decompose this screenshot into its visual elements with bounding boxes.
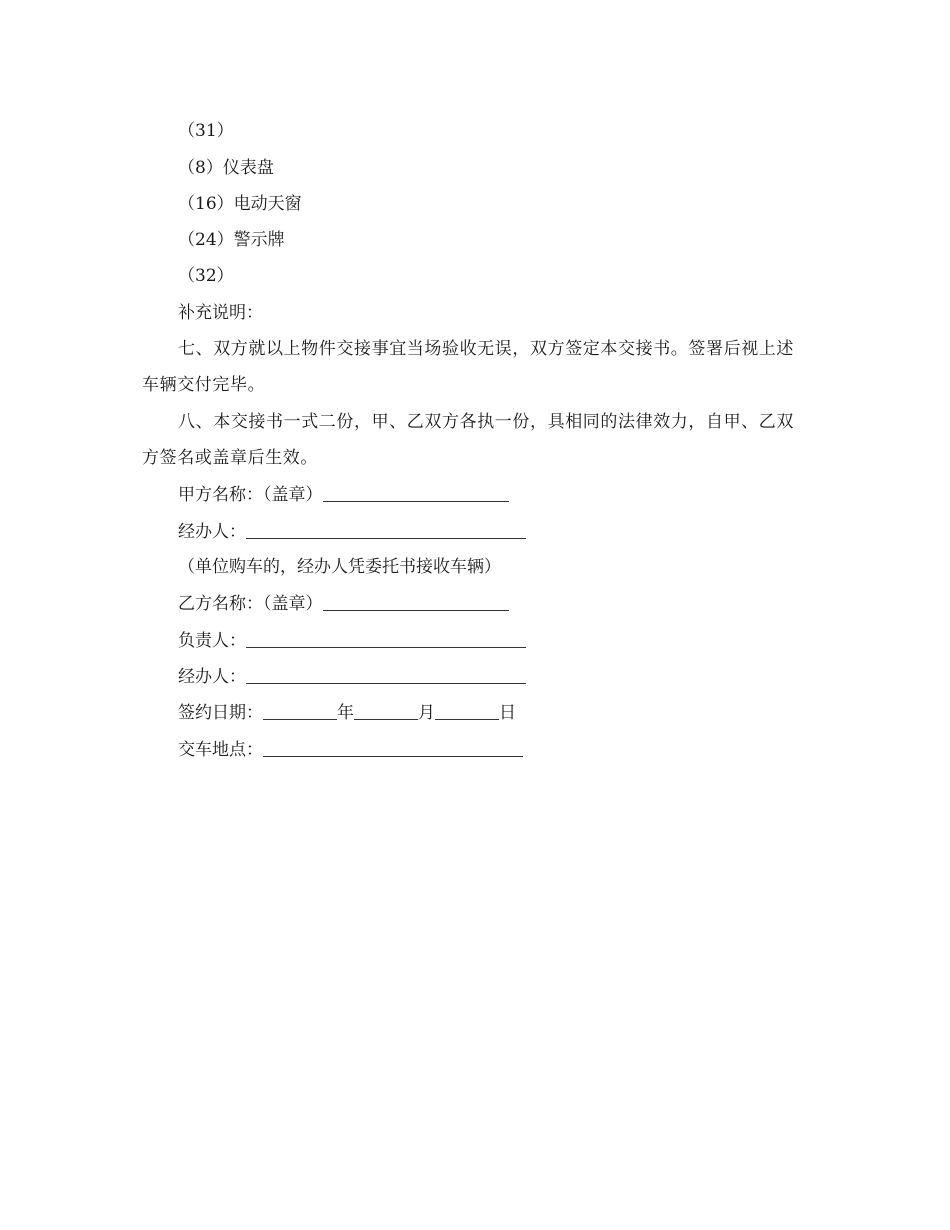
party-b-agent-row — [178, 665, 526, 688]
party-b-name-blank[interactable] — [323, 594, 509, 611]
party-a-agent-row — [178, 520, 526, 543]
signing-year-blank[interactable] — [263, 703, 337, 720]
party-a-note: （单位购车的，经办人凭委托书接收车辆） — [178, 557, 501, 577]
party-b-seal-label: （盖章） — [263, 594, 323, 614]
signing-month-label: 月 — [418, 703, 435, 723]
party-b-agent-label: 经办人： — [178, 667, 246, 687]
signing-day-label: 日 — [499, 703, 516, 723]
signing-date-label: 签约日期： — [178, 703, 263, 723]
party-b-name-row — [178, 592, 509, 615]
party-b-responsible-row — [178, 629, 526, 652]
list-item-16: （16）电动天窗 — [178, 194, 302, 214]
party-a-name-blank[interactable] — [323, 485, 509, 502]
party-b-name-label: 乙方名称： — [178, 594, 263, 614]
party-a-name-label: 甲方名称： — [178, 485, 263, 505]
delivery-place-row — [178, 738, 523, 761]
party-a-agent-label: 经办人： — [178, 522, 246, 542]
signing-day-blank[interactable] — [435, 703, 499, 720]
delivery-place-label: 交车地点： — [178, 740, 263, 760]
party-a-name-row — [178, 483, 509, 506]
signing-date-row — [178, 701, 516, 724]
clause-seven: 七、双方就以上物件交接事宜当场验收无误，双方签定本交接书。签署后视上述车辆交付完毕。 — [142, 339, 794, 395]
party-a-agent-blank[interactable] — [246, 522, 526, 539]
list-item-8: （8）仪表盘 — [178, 158, 274, 178]
clause-eight: 八、本交接书一式二份，甲、乙双方各执一份，具相同的法律效力，自甲、乙双方签名或盖章后生效。 — [142, 412, 794, 468]
delivery-place-blank[interactable] — [263, 740, 523, 757]
party-a-seal-label: （盖章） — [263, 485, 323, 505]
party-b-responsible-blank[interactable] — [246, 631, 526, 648]
party-b-responsible-label: 负责人： — [178, 631, 246, 651]
list-item-24: （24）警示牌 — [178, 230, 285, 250]
party-b-agent-blank[interactable] — [246, 667, 526, 684]
list-item-31: （31） — [178, 121, 234, 141]
signing-month-blank[interactable] — [354, 703, 418, 720]
list-item-32: （32） — [178, 266, 234, 286]
supplement-label: 补充说明： — [178, 303, 263, 323]
signing-year-label: 年 — [337, 703, 354, 723]
